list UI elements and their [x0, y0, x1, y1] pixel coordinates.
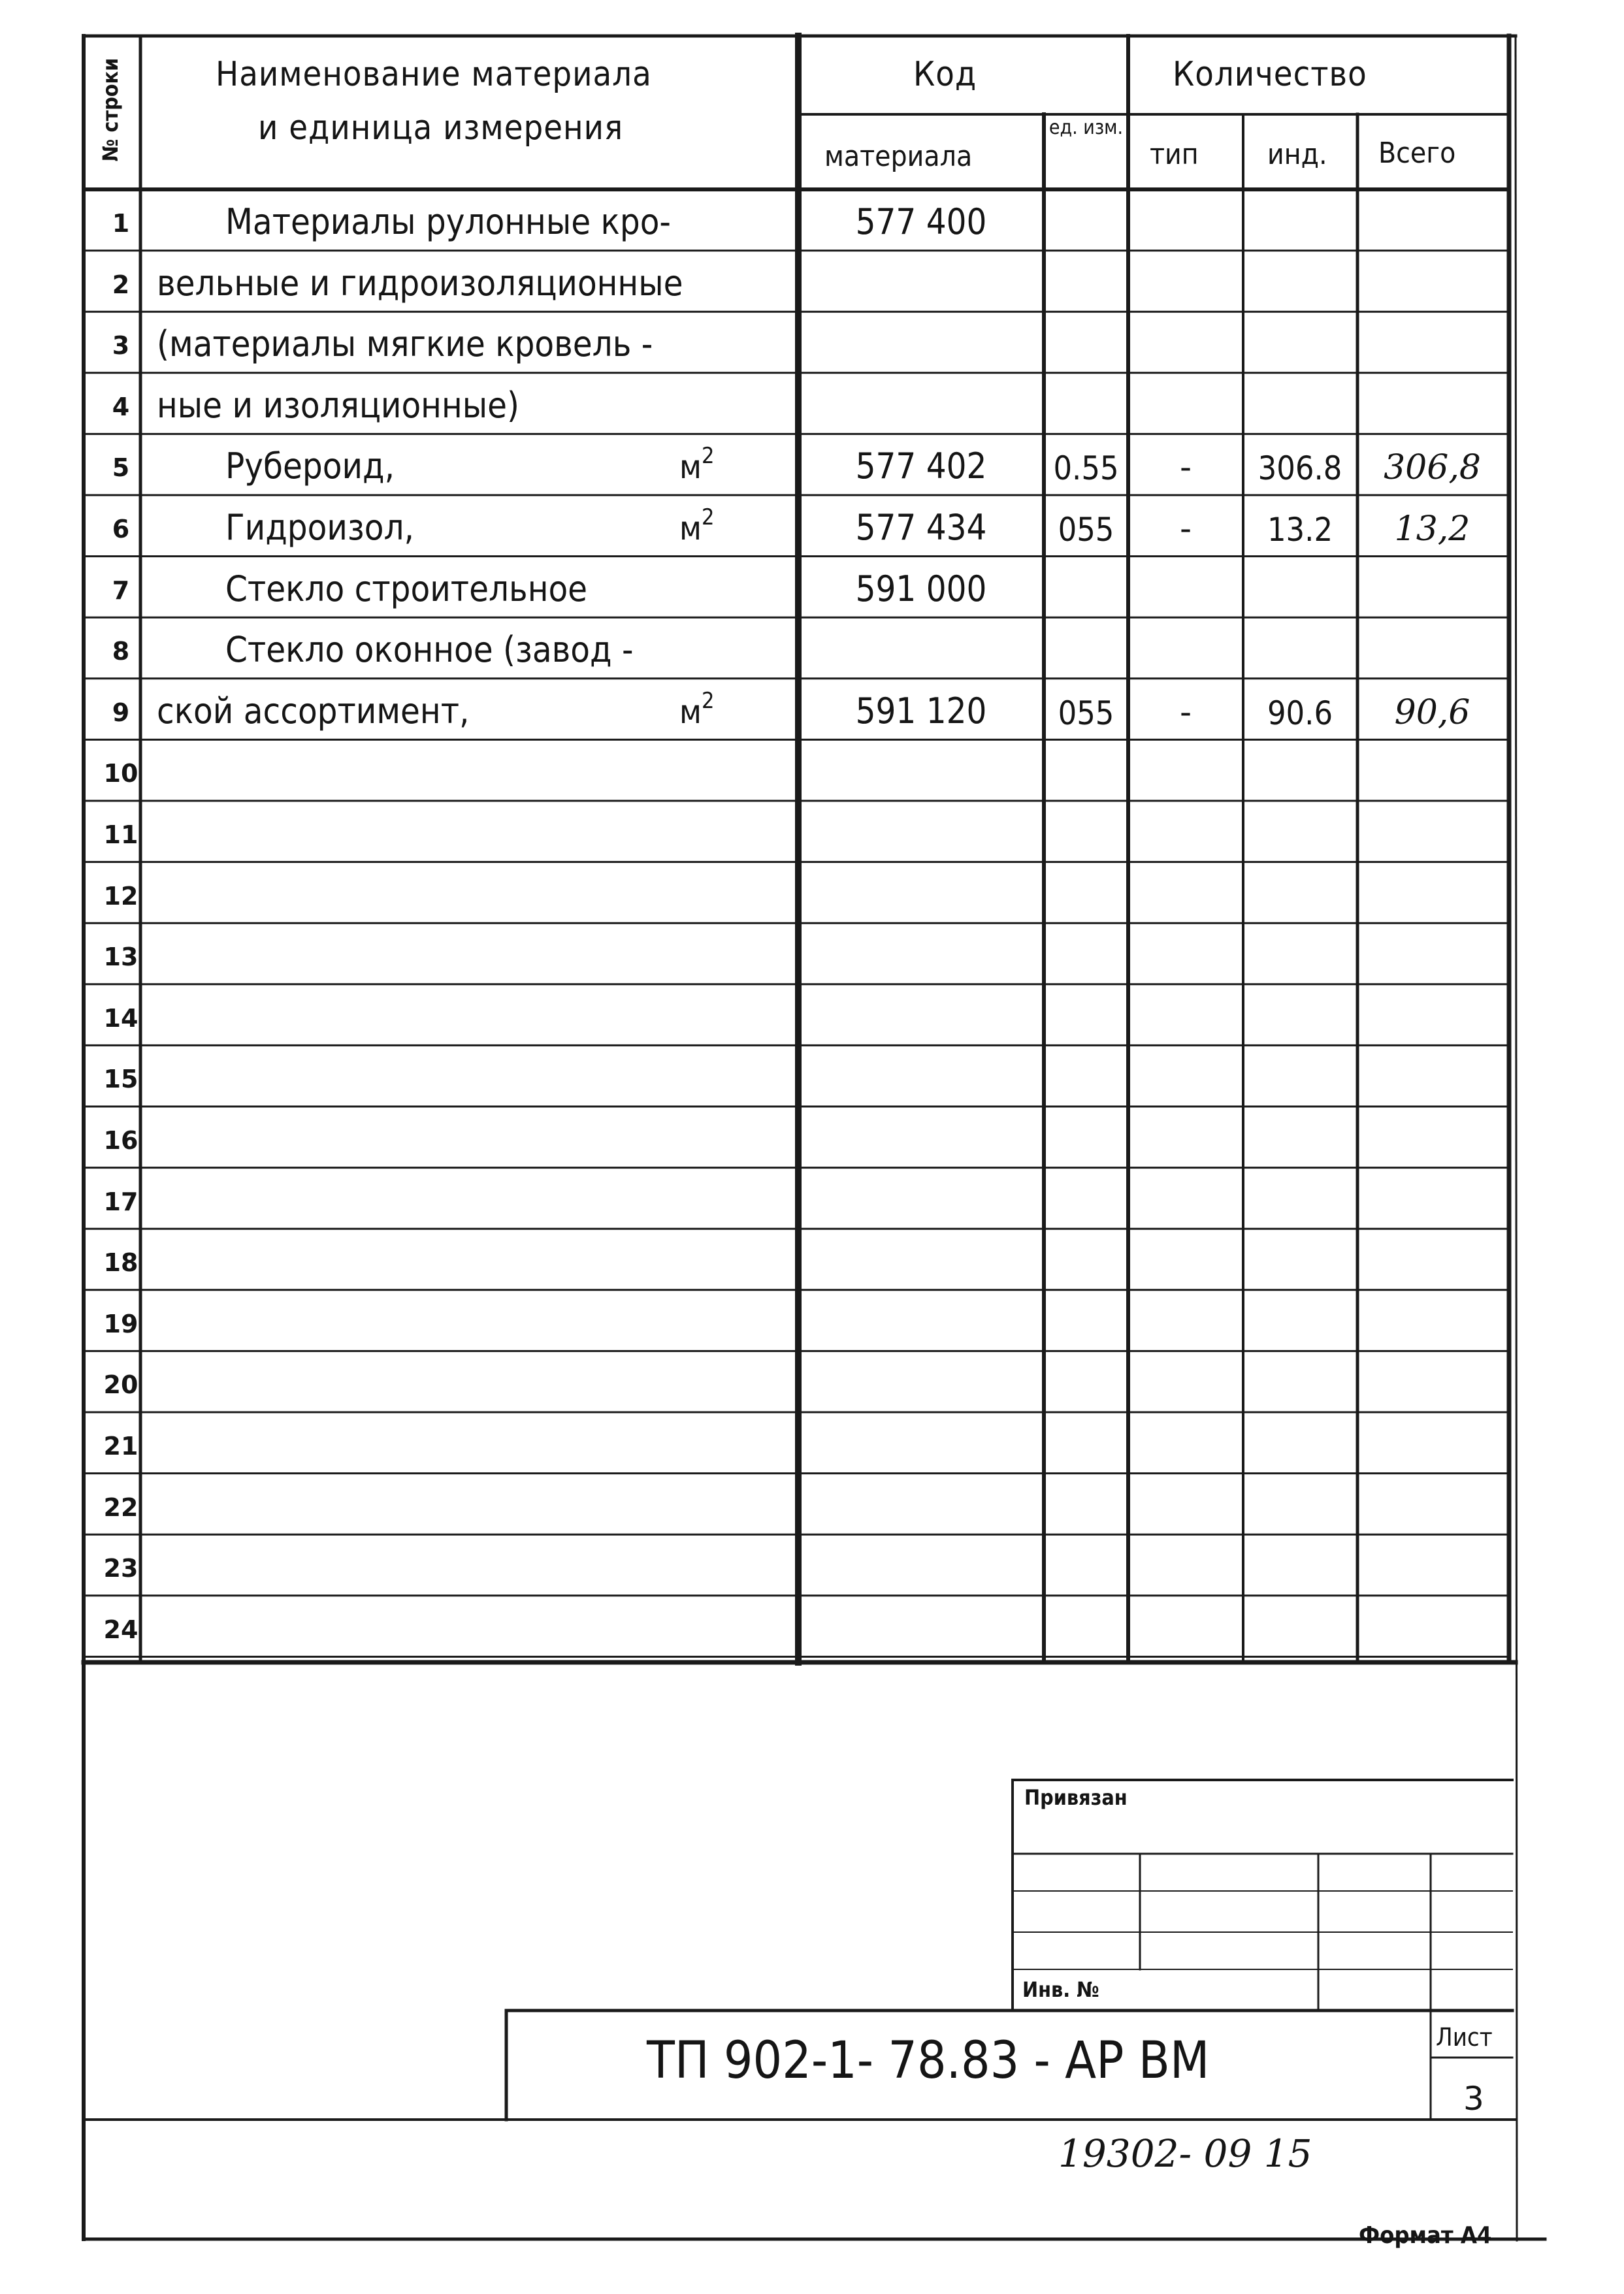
quantity-ind-header: инд. — [1267, 138, 1327, 171]
row-number: 20 — [103, 1370, 138, 1400]
row-number: 14 — [103, 1003, 138, 1033]
quantity-type: - — [1179, 692, 1192, 731]
material-name: вельные и гидроизоляционные — [157, 262, 683, 304]
archive-number: 19302- 09 15 — [1058, 2131, 1312, 2176]
material-name: Рубероид, — [225, 445, 395, 487]
row-number: 22 — [103, 1493, 138, 1522]
row-number: 4 — [112, 392, 130, 421]
measure-unit — [679, 443, 715, 487]
material-code: 591 120 — [855, 690, 987, 732]
unit-code: 055 — [1058, 511, 1114, 549]
measure-unit-exponent: 2 — [701, 687, 715, 714]
quantity-individual: 13.2 — [1267, 511, 1333, 549]
material-code: 591 000 — [855, 568, 987, 609]
material-name: (материалы мягкие кровель - — [157, 323, 653, 365]
measure-unit-exponent: 2 — [701, 443, 715, 470]
material-name: ные и изоляционные) — [157, 384, 519, 426]
quantity-total: 90,6 — [1394, 692, 1470, 732]
inventory-number-label: Инв. № — [1022, 1977, 1099, 2002]
code-unit-header: ед. изм. — [1048, 116, 1124, 139]
row-number: 18 — [103, 1248, 138, 1278]
row-number: 3 — [112, 331, 130, 361]
material-name: Стекло оконное (завод - — [225, 629, 634, 671]
name-header-line1: Наименование материала — [216, 55, 652, 94]
row-number: 1 — [112, 209, 130, 238]
row-number: 10 — [103, 759, 138, 788]
material-code: 577 434 — [855, 507, 987, 548]
row-number: 11 — [103, 820, 138, 849]
row-number: 13 — [103, 943, 138, 972]
paper-format-label: Формат А4 — [1359, 2222, 1492, 2249]
quantity-group-header: Количество — [1173, 55, 1367, 94]
row-number: 21 — [103, 1432, 138, 1461]
row-number: 7 — [112, 575, 130, 605]
sheet-label: Лист — [1436, 2023, 1493, 2052]
row-number: 12 — [103, 881, 138, 911]
quantity-type-header: тип — [1150, 138, 1199, 171]
row-number: 24 — [103, 1615, 138, 1644]
quantity-total: 306,8 — [1384, 448, 1481, 488]
row-number: 23 — [103, 1554, 138, 1583]
attached-label: Привязан — [1024, 1785, 1128, 1810]
material-code: 577 402 — [855, 445, 987, 487]
unit-code: 055 — [1058, 694, 1114, 732]
row-number: 2 — [112, 270, 130, 299]
row-number: 17 — [103, 1187, 138, 1216]
code-material-header: материала — [824, 140, 973, 173]
frame-right-outer — [1516, 36, 1517, 2240]
material-name: Гидроизол, — [225, 507, 414, 548]
row-number: 19 — [103, 1309, 138, 1338]
code-group-header: Код — [913, 55, 977, 94]
quantity-individual: 90.6 — [1267, 694, 1333, 732]
row-number-header: № строки — [98, 57, 123, 162]
name-header-line2: и единица измерения — [258, 108, 624, 148]
material-name: Стекло строительное — [225, 568, 588, 609]
material-name: Материалы рулонные кро- — [225, 201, 671, 242]
measure-unit-base: м — [679, 509, 702, 547]
row-number: 6 — [112, 515, 130, 543]
material-code: 577 400 — [855, 201, 987, 242]
row-number: 5 — [112, 453, 130, 483]
row-number: 9 — [112, 698, 130, 727]
document-designation: ТП 902-1- 78.83 - АР ВМ — [647, 2031, 1210, 2090]
measure-unit — [679, 687, 715, 731]
row-number: 15 — [103, 1065, 138, 1094]
quantity-type: - — [1179, 509, 1192, 547]
measure-unit-base: м — [679, 448, 702, 487]
row-number: 8 — [112, 637, 130, 666]
measure-unit-base: м — [679, 692, 702, 731]
sheet-number: 3 — [1463, 2080, 1484, 2118]
quantity-type: - — [1179, 448, 1192, 487]
quantity-individual: 306.8 — [1258, 449, 1342, 488]
quantity-total-header: Всего — [1378, 137, 1456, 170]
quantity-total: 13,2 — [1394, 509, 1470, 549]
measure-unit — [679, 504, 715, 547]
row-number: 16 — [103, 1126, 138, 1155]
measure-unit-exponent: 2 — [701, 504, 715, 530]
material-name: ской ассортимент, — [157, 690, 470, 732]
unit-code: 0.55 — [1053, 449, 1119, 488]
